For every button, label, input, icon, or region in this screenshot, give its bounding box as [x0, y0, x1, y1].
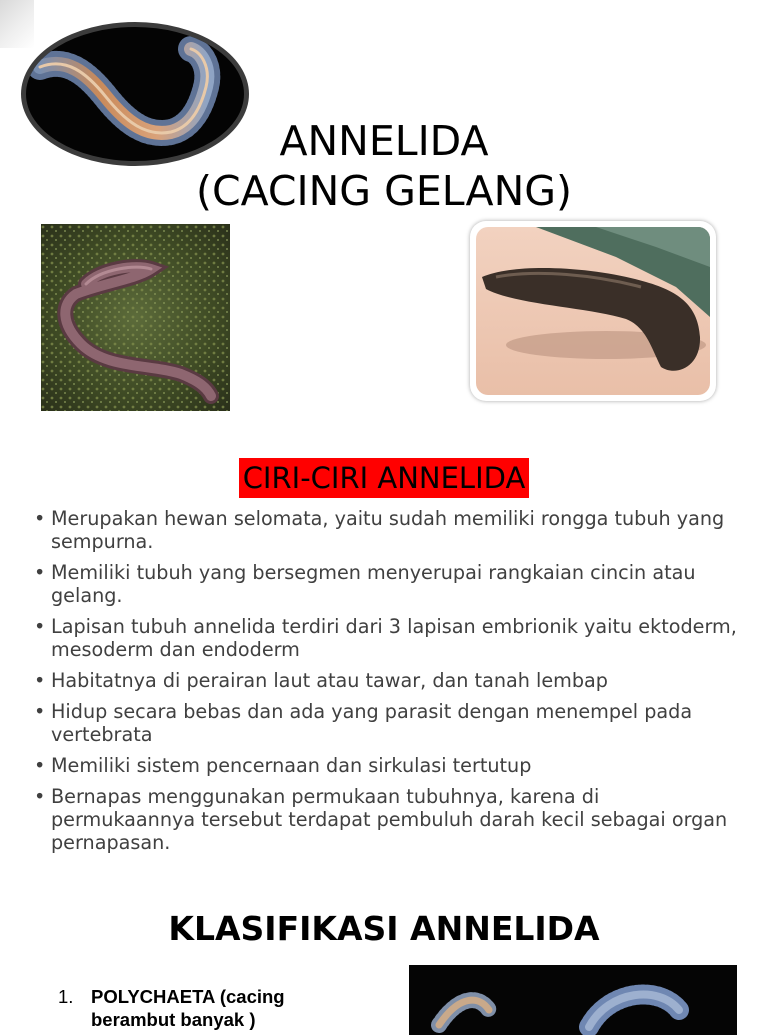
page-title [0, 116, 768, 216]
polychaeta-image [409, 965, 737, 1035]
classification-item-number: 1. [58, 986, 74, 1007]
features-list-item: • Hidup secara bebas dan ada yang parasit dengan menempel pada vertebrata [34, 700, 746, 746]
title-line-2: (CACING GELANG) [195, 167, 573, 215]
features-list-item: • Merupakan hewan selomata, yaitu sudah memiliki rongga tubuh yang sempurna. [34, 507, 746, 553]
earthworm-image [41, 224, 230, 411]
classification-item-text: POLYCHAETA (cacing berambut banyak ) [91, 986, 285, 1030]
title-line-1: ANNELIDA [279, 117, 489, 165]
features-list-item: • Habitatnya di perairan laut atau tawar, dan tanah lembap [34, 669, 746, 692]
leech-image [476, 227, 710, 395]
classification-heading: KLASIFIKASI ANNELIDA [168, 909, 600, 948]
features-list-item: • Lapisan tubuh annelida terdiri dari 3 lapisan embrionik yaitu ektoderm, mesoderm dan endoderm [34, 615, 746, 661]
features-heading: CIRI-CIRI ANNELIDA [239, 458, 530, 498]
leech-image-frame [470, 221, 716, 401]
corner-decoration [0, 0, 34, 48]
features-list-item: • Memiliki tubuh yang bersegmen menyerupai rangkaian cincin atau gelang. [34, 561, 746, 607]
features-list [34, 507, 746, 862]
features-list-item: • Memiliki sistem pencernaan dan sirkulasi tertutup [34, 754, 746, 777]
classification-list [58, 985, 358, 1031]
features-heading-container [0, 458, 768, 498]
features-list-item: • Bernapas menggunakan permukaan tubuhnya, karena di permukaannya tersebut terdapat pembuluh darah kecil sebagai organ pernapasan. [34, 785, 746, 854]
